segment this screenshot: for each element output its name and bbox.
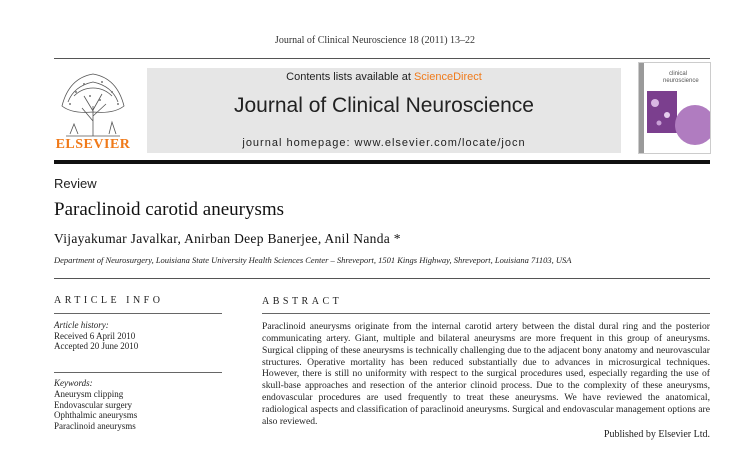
publisher-line: Published by Elsevier Ltd. — [603, 429, 710, 440]
keywords-block — [54, 378, 137, 432]
cover-art-icon — [639, 63, 710, 153]
journal-cover-thumbnail — [638, 62, 711, 154]
keywords-rule — [54, 372, 222, 373]
received-date: Received 6 April 2010 — [54, 330, 136, 341]
journal-title: Journal of Clinical Neuroscience — [234, 94, 534, 117]
sciencedirect-link[interactable]: ScienceDirect — [413, 71, 482, 83]
keyword-item: Ophthalmic aneurysms — [54, 410, 138, 421]
abstract-top-rule — [262, 313, 710, 314]
author-affiliation: Department of Neurosurgery, Louisiana State University Health Sciences Center – Shreveport, 1501 Kings Highway, Shreveport, Louisiana 71103, USA — [54, 255, 572, 265]
journal-homepage[interactable]: journal homepage: www.elsevier.com/locate/jocn — [242, 137, 526, 149]
keyword-item: Endovascular surgery — [54, 399, 133, 410]
abstract-heading: ABSTRACT — [262, 296, 343, 307]
journal-citation: Journal of Clinical Neuroscience 18 (2011) 13–22 — [274, 35, 476, 46]
article-title: Paraclinoid carotid aneurysms — [54, 199, 285, 220]
abstract-text: Paraclinoid aneurysms originate from the internal carotid artery between the distal dural ring and the posterior communicating artery. Giant, multiple and bilateral aneurysms are more frequent in this group of aneurysms. Surgical clipping of these aneurysms is technically challenging due to the adjacent bony anatomy and neurovascular structures. Operative mortality has been reduced substantially due to advances in microsurgical techniques. However, there is still no uniformity with respect to the surgical procedures used, especially regarding the use of skull-base approaches and resection of the anterior clinoid process. Due to the complexity of these aneurysms, endovascular procedures are used frequently to treat these aneurysms. We have reviewed the anatomical, radiological aspects and classification of paraclinoid aneurysms. Surgical and endovascular management options are also reviewed. — [262, 321, 710, 427]
elsevier-wordmark: ELSEVIER — [55, 137, 131, 152]
contents-line — [147, 71, 621, 83]
accepted-date: Accepted 20 June 2010 — [54, 341, 139, 351]
section-rule — [54, 278, 710, 279]
article-info-heading: ARTICLE INFO — [54, 295, 164, 306]
svg-text:clinical: clinical — [669, 71, 688, 77]
header-top-rule — [54, 58, 710, 59]
keyword-item: Aneurysm clipping — [54, 388, 124, 399]
article-history — [54, 320, 138, 352]
journal-banner — [147, 68, 621, 153]
header-bottom-rule — [54, 160, 710, 164]
keywords-title: Keywords: — [54, 378, 93, 388]
article-info-top-rule — [54, 313, 222, 314]
article-type: Review — [54, 176, 97, 191]
keyword-item: Paraclinoid aneurysms — [54, 421, 136, 432]
author-list[interactable]: Vijayakumar Javalkar, Anirban Deep Banerjee, Anil Nanda * — [54, 231, 401, 246]
history-title: Article history: — [54, 320, 109, 330]
contents-prefix: Contents lists available at — [286, 71, 414, 83]
svg-text:neuroscience: neuroscience — [663, 78, 699, 84]
